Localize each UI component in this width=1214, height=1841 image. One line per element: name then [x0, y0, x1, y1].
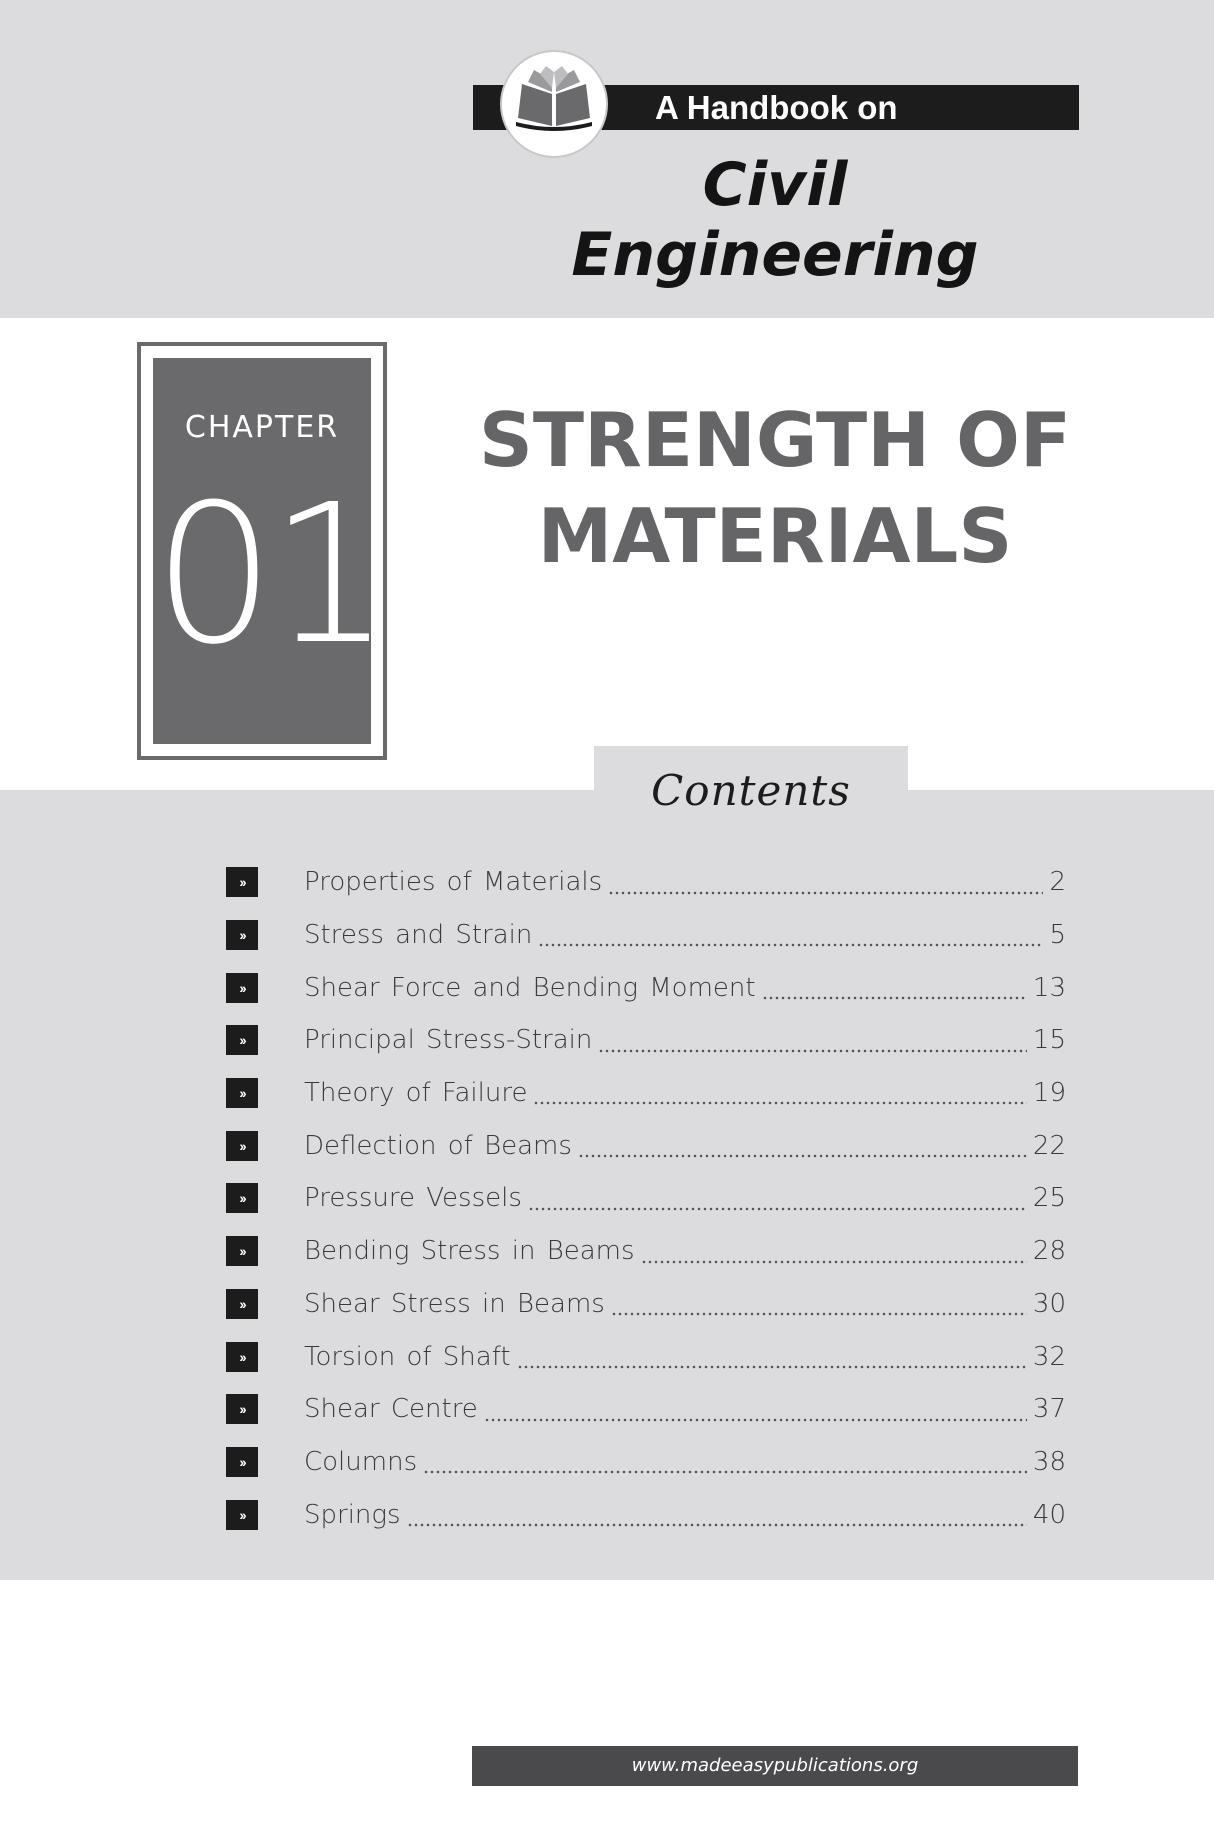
double-chevron-right-icon: ››: [226, 1289, 258, 1319]
publisher-logo: [502, 52, 606, 156]
toc-leader-dots: [611, 1312, 1027, 1316]
book-title-line1: Civil: [702, 150, 848, 220]
toc-page-number: 2: [1049, 867, 1066, 898]
book-title: [520, 150, 1030, 290]
toc-row[interactable]: [226, 1225, 1066, 1278]
chapter-title: [440, 392, 1110, 584]
open-book-icon: [512, 66, 596, 136]
toc-item-label: Shear Stress in Beams: [304, 1288, 605, 1319]
chapter-title-line1: STRENGTH OF: [478, 396, 1072, 484]
toc-row[interactable]: [226, 1330, 1066, 1383]
chapter-number: 01: [153, 464, 386, 687]
toc-row[interactable]: [226, 1278, 1066, 1331]
contents-heading: Contents: [651, 766, 851, 815]
toc-item-label: Deflection of Beams: [304, 1130, 572, 1161]
double-chevron-right-icon: ››: [226, 1025, 258, 1055]
chapter-box-inner: [153, 358, 386, 744]
double-chevron-right-icon: ››: [226, 1394, 258, 1424]
toc-leader-dots: [423, 1470, 1027, 1474]
toc-row[interactable]: [226, 1436, 1066, 1489]
double-chevron-right-icon: ››: [226, 1183, 258, 1213]
toc-row[interactable]: [226, 909, 1066, 962]
toc-item-label: Shear Centre: [304, 1394, 478, 1425]
footer-url[interactable]: www.madeeasypublications.org: [631, 1755, 919, 1776]
toc-leader-dots: [608, 891, 1043, 895]
double-chevron-right-icon: ››: [226, 1236, 258, 1266]
toc-item-label: Properties of Materials: [304, 867, 603, 898]
toc-page-number: 30: [1032, 1288, 1066, 1319]
chapter-label: CHAPTER: [184, 410, 340, 445]
toc-leader-dots: [762, 996, 1027, 1000]
toc-item-label: Bending Stress in Beams: [304, 1236, 635, 1267]
toc-leader-dots: [407, 1523, 1027, 1527]
double-chevron-right-icon: ››: [226, 1131, 258, 1161]
handbook-label: A Handbook on: [655, 89, 898, 126]
toc-leader-dots: [641, 1260, 1027, 1264]
toc-row[interactable]: [226, 856, 1066, 909]
toc-item-label: Theory of Failure: [304, 1078, 528, 1109]
toc-page-number: 32: [1032, 1341, 1066, 1372]
toc-item-label: Springs: [304, 1499, 401, 1530]
table-of-contents: [226, 856, 1066, 1541]
toc-item-label: Columns: [304, 1446, 418, 1477]
contents-tab: [594, 746, 908, 816]
toc-row[interactable]: [226, 1383, 1066, 1436]
toc-row[interactable]: [226, 1119, 1066, 1172]
toc-leader-dots: [533, 1101, 1026, 1105]
toc-item-label: Stress and Strain: [304, 920, 533, 951]
book-title-line2: Engineering: [571, 220, 979, 290]
toc-page-number: 19: [1032, 1078, 1066, 1109]
toc-item-label: Torsion of Shaft: [304, 1341, 511, 1372]
double-chevron-right-icon: ››: [226, 1447, 258, 1477]
toc-item-label: Shear Force and Bending Moment: [304, 972, 756, 1003]
footer-bar: [472, 1746, 1078, 1786]
double-chevron-right-icon: ››: [226, 1078, 258, 1108]
toc-page-number: 13: [1032, 972, 1066, 1003]
toc-leader-dots: [484, 1418, 1027, 1422]
toc-item-label: Pressure Vessels: [304, 1183, 522, 1214]
toc-row[interactable]: [226, 1488, 1066, 1541]
toc-page-number: 15: [1032, 1025, 1066, 1056]
toc-page-number: 22: [1032, 1130, 1066, 1161]
toc-item-label: Principal Stress-Strain: [304, 1025, 593, 1056]
toc-page-number: 5: [1049, 920, 1066, 951]
toc-row[interactable]: [226, 961, 1066, 1014]
toc-leader-dots: [517, 1365, 1027, 1369]
toc-row[interactable]: [226, 1067, 1066, 1120]
double-chevron-right-icon: ››: [226, 1500, 258, 1530]
toc-page-number: 38: [1032, 1446, 1066, 1477]
double-chevron-right-icon: ››: [226, 867, 258, 897]
double-chevron-right-icon: ››: [226, 973, 258, 1003]
toc-leader-dots: [538, 943, 1043, 947]
toc-leader-dots: [598, 1049, 1027, 1053]
toc-row[interactable]: [226, 1014, 1066, 1067]
toc-leader-dots: [528, 1207, 1027, 1211]
toc-page-number: 25: [1032, 1183, 1066, 1214]
toc-leader-dots: [578, 1154, 1027, 1158]
chapter-title-line2: MATERIALS: [537, 492, 1013, 580]
chapter-box: [137, 342, 387, 760]
toc-row[interactable]: [226, 1172, 1066, 1225]
toc-page-number: 40: [1032, 1499, 1066, 1530]
double-chevron-right-icon: ››: [226, 920, 258, 950]
toc-page-number: 28: [1032, 1236, 1066, 1267]
double-chevron-right-icon: ››: [226, 1342, 258, 1372]
toc-page-number: 37: [1032, 1394, 1066, 1425]
